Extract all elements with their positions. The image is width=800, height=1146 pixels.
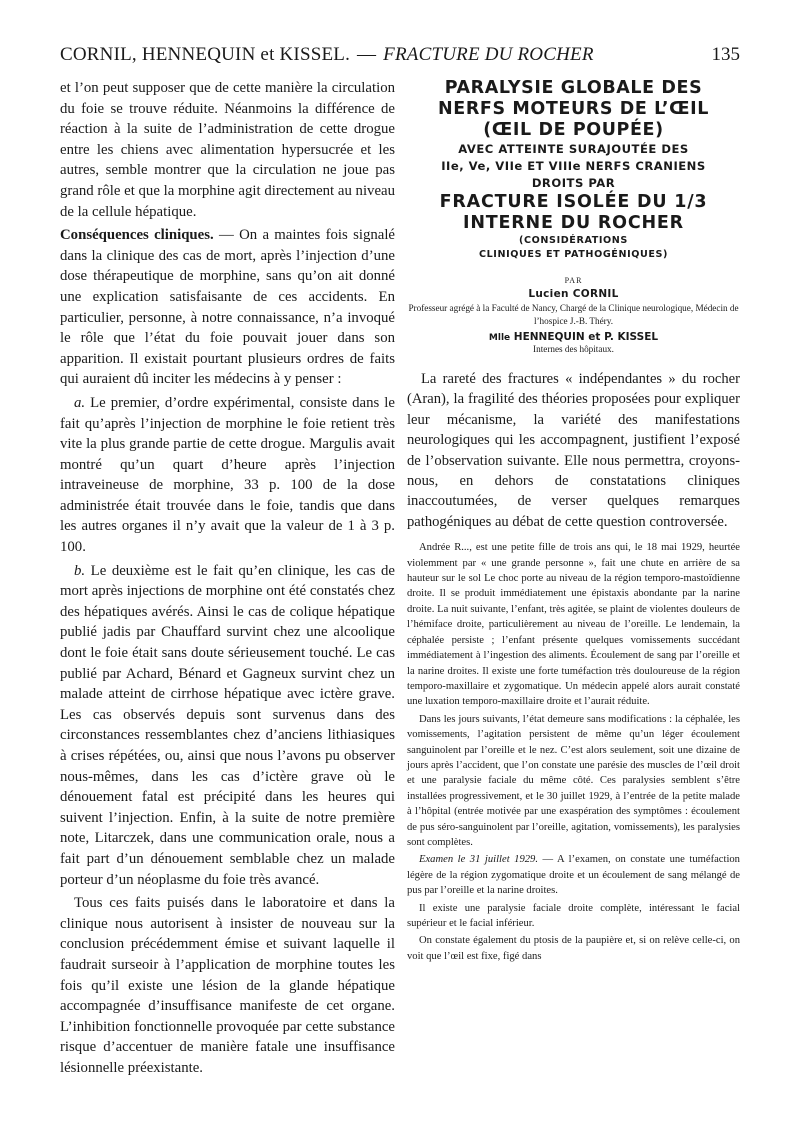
paragraph-conclusion: Tous ces faits puisés dans le laboratoire et dans la clinique nous autorisent à insister de nouveau sur la conclusion précédemment émise et suivant laquelle il faudrait surseoir à l’application de morphine toutes les fois qu’il existe une lésion de la glande hépatique accompagnée d’insuffisance manifeste de cet organe. L’inhibition fonctionnelle provoquée par cette substance risque d’accentuer de manière fatale une insuffisance lésionnelle préexistante. [60, 895, 395, 1076]
case-paragraph-ptosis: On constate également du ptosis de la paupière et, si on relève celle-ci, on voit que l’œil est fixe, figé dans [407, 935, 740, 962]
article-title-line-4: AVEC ATTEINTE SURAJOUTÉE DES [458, 142, 689, 156]
paragraph-text: Le premier, d’ordre expérimental, consiste dans le fait qu’après l’injection de morphine le foie retient très vite la plus grande partie de cette drogue. Margulis avait montré qu’un quart d’heure après l’injection intraveineuse de morphine, 33 p. 100 de la dose administrée était trouvée dans le foie, tandis que dans les autres organes il n’y avait que la valeur de 1 à 3 p. 100. [60, 394, 395, 556]
header-authors: CORNIL, HENNEQUIN et KISSEL. [60, 44, 351, 65]
running-title [60, 44, 594, 66]
paragraph-text: Le deuxième est le fait qu’en clinique, les cas de mort après injections de morphine ont été constatés chez des hépatiques avérés. Ainsi le cas de colique hépatique publié jadis par Chauffard survint chez une alcoolique dont le foie était sans doute sérieusement touché. Le cas publié par Achard, Bénard et Gagneux survint chez un malade atteint de cirrhose hépatique avec ictère grave. Les cas observés depuis sont survenus dans des circonstances ressemblantes chez d’anciens lithiasiques à crises répétées, ou, ainsi que nous l’avons pu observer nous-mêmes, dans les cas d’ictère grave où le dénouement fatal est précipité dans les heures qui suivent l’injection. Enfin, à la suite de notre première note, Litarczek, dans une communication orale, nous a fait part d’un dénouement semblable chez un malade porteur d’un néoplasme du foie très avancé. [60, 562, 395, 888]
article-title-line-7: FRACTURE ISOLÉE DU 1/3 [439, 192, 708, 212]
co-authors-affiliation: Internes des hôpitaux. [533, 344, 614, 354]
page-number: 135 [711, 44, 740, 65]
exam-date: Examen le 31 juillet 1929. [419, 854, 538, 866]
byline: PAR [564, 276, 583, 285]
author-affiliation: Professeur agrégé à la Faculté de Nancy, Chargé de la Clinique neurologique, Médecin de l’hospice J.-B. Théry. [408, 303, 739, 326]
paragraph-clinical-consequences [60, 225, 395, 390]
header-subject: FRACTURE DU ROCHER [383, 44, 594, 65]
header-separator: — [357, 44, 377, 65]
case-paragraph-exam [407, 852, 740, 898]
article-title-line-6: DROITS PAR [531, 176, 616, 190]
left-column [60, 78, 395, 1082]
article-introduction: La rareté des fractures « indépendantes » du rocher (Aran), la fragilité des théories proposées pour expliquer leur mécanisme, la variété des manifestations neurologiques qui les accompagnent, justifient l’exposé de l’observation suivante. Elle nous permettra, croyons-nous, en dehors de constatations cliniques inaccoutumées, de verser quelques remarques pathogéniques au débat de cette question controversée. [407, 371, 740, 530]
article-title-line-2: NERFS MOTEURS DE L’ŒIL [438, 99, 709, 119]
co-authors [407, 331, 740, 343]
article-title-line-5: IIe, Ve, VIIe ET VIIIe NERFS CRANIENS [441, 159, 706, 173]
article-title-line-8: INTERNE DU ROCHER [463, 213, 684, 233]
paragraph-text: — On a maintes fois signalé dans la clinique des cas de mort, après l’injection d’une dose thérapeutique de morphine, sans qu’on ait donné une explication satisfaisante de ces accidents. En particulier, personne, à notre connaissance, n’a invoqué le rôle que l’état du foie pouvait jouer dans son apparition. Il existait pourtant plusieurs ordres de faits qui auraient dû inciter les médecins à y penser : [60, 227, 396, 388]
author-main: Lucien CORNIL [528, 288, 619, 300]
article-title-block [407, 78, 740, 262]
paragraph-circulation: et l’on peut supposer que de cette manière la circulation du foie se trouve réduite. Néanmoins la différence de réaction à la suite de l’administration de cette drogue entre les chiens avec alimentation hypersucrée et les autres, semble montrer que la circulation ne joue pas grand rôle et que la morphine agit directement au niveau de la cellule hépatique. [60, 80, 395, 220]
article-title-line-3: (ŒIL DE POUPÉE) [483, 120, 664, 140]
co-author-names: HENNEQUIN et P. KISSEL [513, 331, 659, 343]
co-author-title: Mlle [488, 333, 511, 343]
article-subtitle-line-2: CLINIQUES ET PATHOGÉNIQUES) [478, 249, 669, 260]
list-label-b: b. [74, 562, 86, 579]
paragraph-point-a [60, 393, 395, 558]
case-report [407, 540, 740, 964]
section-heading-clinical-consequences: Conséquences cliniques. [60, 227, 214, 244]
article-subtitle-line-1: (CONSIDÉRATIONS [519, 235, 628, 246]
case-paragraph-facial-paralysis: Il existe une paralysie faciale droite complète, intéressant le facial supérieur et le facial inférieur. [407, 902, 740, 929]
case-paragraph-history: Andrée R..., est une petite fille de trois ans qui, le 18 mai 1929, heurtée violemment par « une grande personne », fait une chute en arrière de sa hauteur sur le sol Le choc porte au niveau de la région temporo-mastoïdienne droite. Il se produit immédiatement une épistaxis abondante par la narine droite. La nuit suivante, l’enfant, très agitée, se plaint de violentes douleurs de l’hémiface droite, particulièrement au niveau de l’oreille. Le lendemain, la céphalée persiste ; l’enfant présente quelques vomissements succédant immédiatement à l’ingestion des aliments. Écoulement de sang par l’oreille et la narine droites. Il existe une forte tuméfaction très douloureuse de la région temporo-maxillaire et zygomatique. Un médecin appelé alors aurait constaté une luxation temporo-maxillaire droite et l’aurait réduite. [407, 542, 740, 708]
article-title-line-1: PARALYSIE GLOBALE DES [444, 78, 703, 98]
paragraph-text: — A l’examen, on constate une tuméfaction légère de la région zygomatique droite et un écoulement de sang mélangé de pus par l’oreille et la narine droites. [407, 854, 740, 897]
right-column [407, 78, 740, 966]
running-header [60, 44, 740, 72]
case-paragraph-evolution: Dans les jours suivants, l’état demeure sans modifications : la céphalée, les vomissements, l’agitation persistent de même qu’un léger écoulement sanguinolent par l’oreille et le nez. C’est alors seulement, soit une dizaine de jours après l’accident, que l’on constate une parésie des muscles de l’œil droit et une paralysie faciale du même côté. Ces paralysies semblent s’être installées progressivement, et le 30 juillet 1929, à l’entrée de la petite malade à l’hôpital (entrée motivée par une exaspération des symptômes : écoulement de pus séro-sanguinolent par l’oreille, agitation, vomissements), les paralysies sont complètes. [407, 713, 740, 848]
list-label-a: a. [74, 394, 86, 411]
paragraph-point-b [60, 561, 395, 891]
